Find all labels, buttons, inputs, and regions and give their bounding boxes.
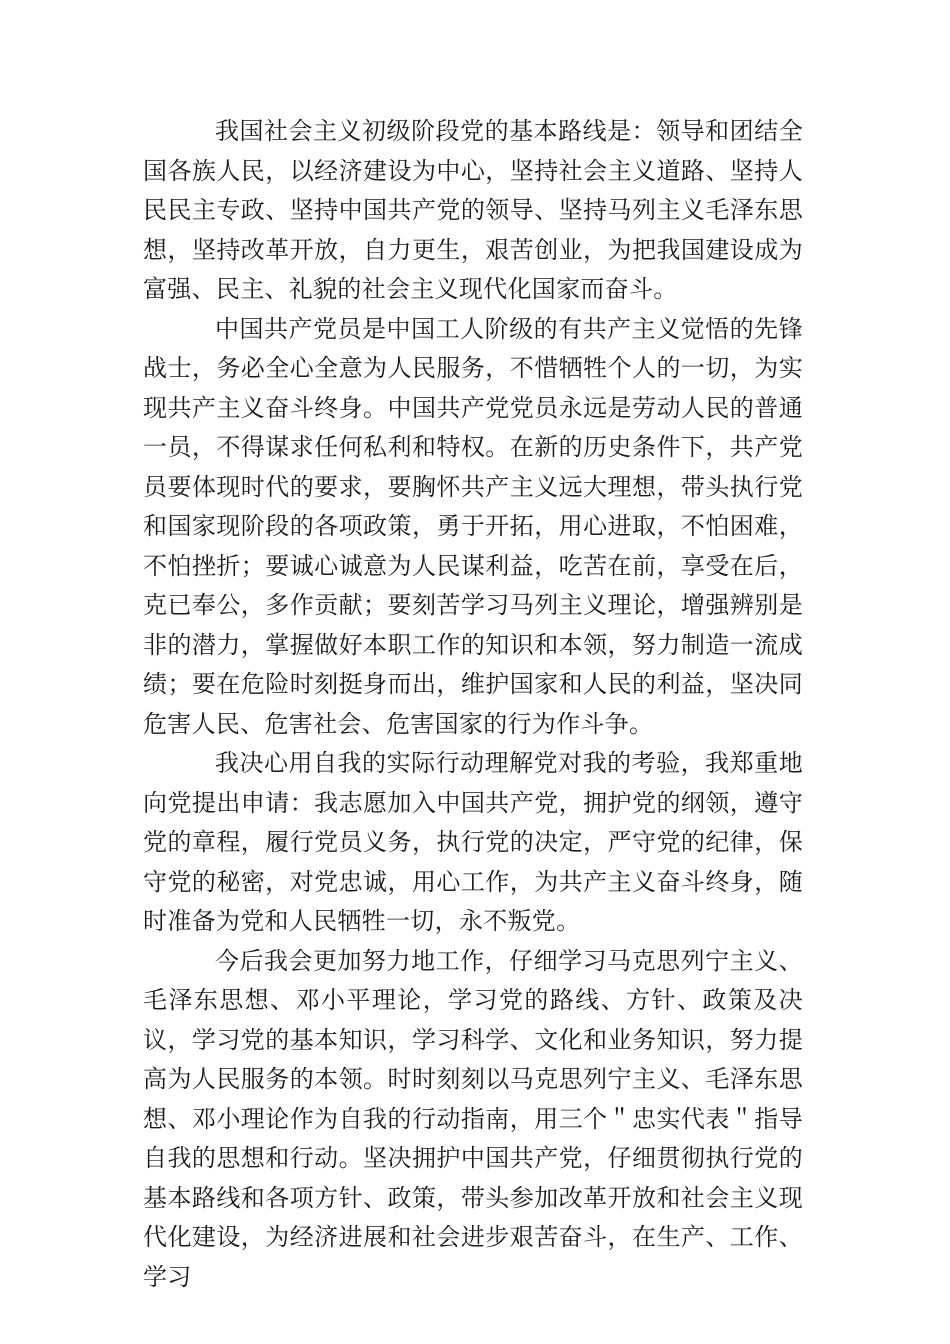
paragraph-application: 我决心用自我的实际行动理解党对我的考验，我郑重地向党提出申请：我志愿加入中国共产党，拥护党的纲领，遵守党的章程，履行党员义务，执行党的决定，严守党的纪律，保守党的秘密，对党忠诚，用心工作，为共产主义奋斗终身，随时准备为党和人民牺牲一切，永不叛党。 — [143, 749, 803, 935]
paragraph-future-work: 今后我会更加努力地工作，仔细学习马克思列宁主义、毛泽东思想、邓小平理论，学习党的路线、方针、政策及决议，学习党的基本知识，学习科学、文化和业务知识，努力提高为人民服务的本领。时时刻刻以马克思列宁主义、毛泽东思想、邓小理论作为自我的行动指南，用三个＂忠实代表＂指导自我的思想和行动。坚决拥护中国共产党，仔细贯彻执行党的基本路线和各项方针、政策，带头参加改革开放和社会主义现代化建设，为经济进展和社会进步艰苦奋斗，在生产、工作、学习 — [143, 946, 803, 1291]
document-body — [143, 112, 803, 1297]
paragraph-basic-line: 我国社会主义初级阶段党的基本路线是：领导和团结全国各族人民，以经济建设为中心，坚持社会主义道路、坚持人民民主专政、坚持中国共产党的领导、坚持马列主义毛泽东思想，坚持改革开放，自力更生，艰苦创业，为把我国建设成为富强、民主、礼貌的社会主义现代化国家而奋斗。 — [143, 117, 803, 303]
paragraph-party-member: 中国共产党员是中国工人阶级的有共产主义觉悟的先锋战士，务必全心全意为人民服务，不惜牺牲个人的一切，为实现共产主义奋斗终身。中国共产党党员永远是劳动人民的普通一员，不得谋求任何私利和特权。在新的历史条件下，共产党员要体现时代的要求，要胸怀共产主义远大理想，带头执行党和国家现阶段的各项政策，勇于开拓，用心进取，不怕困难，不怕挫折；要诚心诚意为人民谋利益，吃苦在前，享受在后，克已奉公，多作贡献；要刻苦学习马列主义理论，增强辨别是非的潜力，掌握做好本职工作的知识和本领，努力制造一流成绩；要在危险时刻挺身而出，维护国家和人民的利益，坚决同危害人民、危害社会、危害国家的行为作斗争。 — [143, 314, 803, 738]
